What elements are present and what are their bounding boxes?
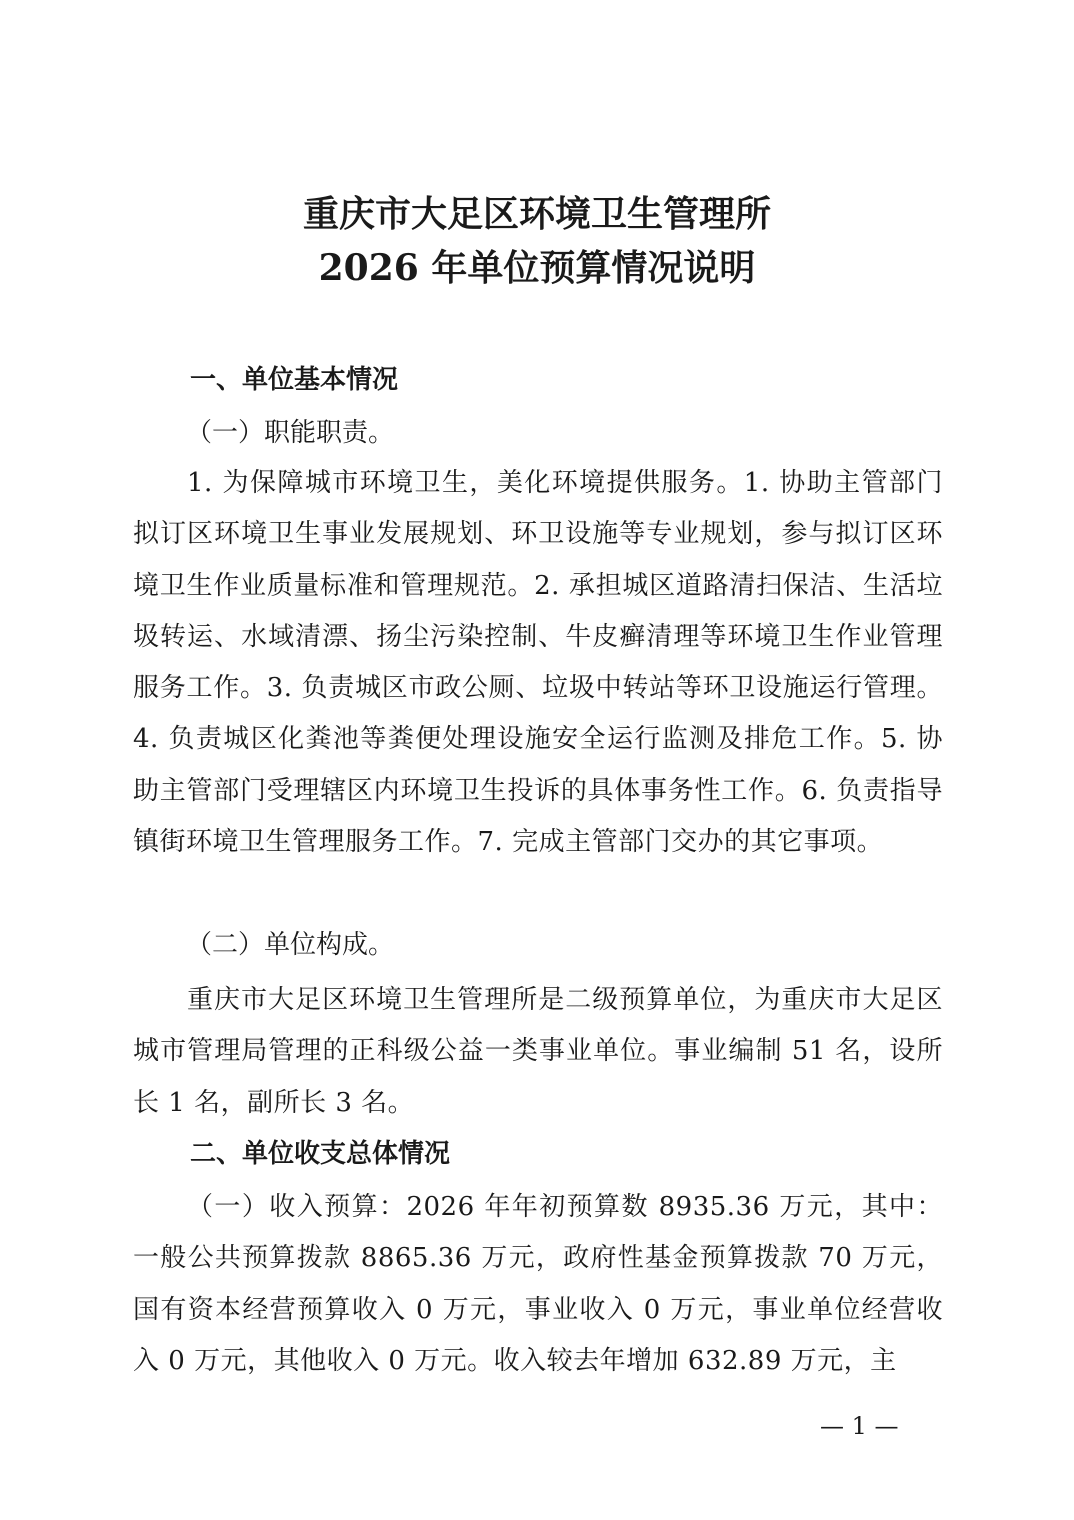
section-heading-unit-basics: 一、单位基本情况 — [190, 365, 399, 395]
section-heading-income-expense: 二、单位收支总体情况 — [190, 1139, 451, 1169]
paragraph-income-budget: （一）收入预算：2026 年年初预算数 8935.36 万元，其中：一般公共预算拨款 8865.36 万元，政府性基金预算拨款 70 万元，国有资本经营预算收入 0 万元，事业收入 0 万元，事业单位经营收入 0 万元，其他收入 0 万元。收入较去年增加 632.89 万元，主 — [133, 1192, 943, 1376]
subsection-heading-composition: （二）单位构成。 — [186, 930, 395, 960]
document-title-line2: 2026 年单位预算情况说明 — [318, 247, 756, 289]
document-title-line1: 重庆市大足区环境卫生管理所 — [302, 193, 771, 235]
paragraph-duties: 1. 为保障城市环境卫生，美化环境提供服务。1. 协助主管部门拟订区环境卫生事业发展规划、环卫设施等专业规划，参与拟订区环境卫生作业质量标准和管理规范。2. 承担城区道路清扫保洁、生活垃圾转运、水域清漂、扬尘污染控制、牛皮癣清理等环境卫生作业管理服务工作。3. 负责城区市政公厕、垃圾中转站等环卫设施运行管理。4. 负责城区化粪池等粪便处理设施安全运行监测及排危工作。5. 协助主管部门受理辖区内环境卫生投诉的具体事务性工作。6. 负责指导镇街环境卫生管理服务工作。7. 完成主管部门交办的其它事项。 — [133, 468, 943, 858]
paragraph-composition: 重庆市大足区环境卫生管理所是二级预算单位，为重庆市大足区城市管理局管理的正科级公益一类事业单位。事业编制 51 名，设所长 1 名，副所长 3 名。 — [133, 985, 943, 1118]
subsection-heading-duties: （一）职能职责。 — [186, 418, 395, 448]
page-number: — 1 — — [820, 1412, 899, 1440]
